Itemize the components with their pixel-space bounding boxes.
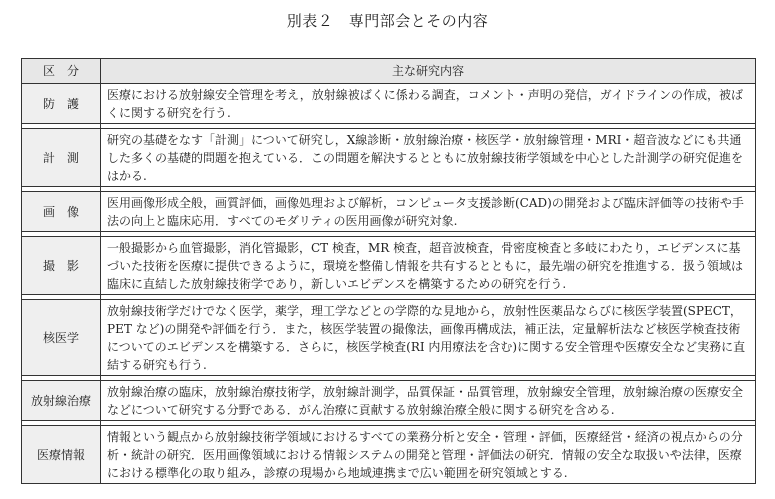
row-category: 画 像 [22, 192, 101, 232]
row-category: 核医学 [22, 300, 101, 376]
row-content: 放射線治療の臨床，放射線治療技術学，放射線計測学，品質保証・品質管理，放射線安全管理，放射線治療の医療安全などについて研究する分野である．がん治療に貢献する放射線治療全般に関する研究を含める. [101, 381, 756, 421]
row-category: 防 護 [22, 84, 101, 124]
row-category: 撮 影 [22, 237, 101, 295]
table-row [22, 381, 756, 421]
row-content: 研究の基礎をなす「計測」について研究し，X線診断・放射線治療・核医学・放射線管理・MRI・超音波などにも共通した多くの基礎的問題を抱えている．この問題を解決するとともに放射線技術学領域を中心とした計測学の研究促進をはかる. [101, 129, 756, 187]
table-header-row [22, 59, 756, 84]
header-category: 区 分 [22, 59, 101, 84]
table-row [22, 129, 756, 187]
table-row [22, 426, 756, 484]
table-row [22, 300, 756, 376]
table-row [22, 237, 756, 295]
row-content: 医用画像形成全般，画質評価，画像処理および解析，コンピュータ支援診断(CAD)の開発および臨床評価等の技術や手法の向上と臨床応用．すべてのモダリティの医用画像が研究対象. [101, 192, 756, 232]
committee-table [21, 58, 756, 484]
row-category: 放射線治療 [22, 381, 101, 421]
row-content: 放射線技術学だけでなく医学，薬学，理工学などとの学際的な見地から，放射性医薬品ならびに核医学装置(SPECT，PET など)の開発や評価を行う．また，核医学装置の撮像法，画像再構成法，補正法，定量解析法など核医学検査技術についてのエビデンスを構築する．さらに，核医学検査(RI 内用療法を含む)に関する安全管理や医療安全など実務に直結する研究も行う. [101, 300, 756, 376]
header-content: 主な研究内容 [101, 59, 756, 84]
row-category: 医療情報 [22, 426, 101, 484]
row-content: 情報という観点から放射線技術学領域におけるすべての業務分析と安全・管理・評価，医療経営・経済の視点からの分析・統計の研究．医用画像領域における情報システムの開発と管理・評価法の研究．情報の安全な取扱いや法律，医療における標準化の取り組み，診療の現場から地域連携まで広い範囲を研究領域とする. [101, 426, 756, 484]
row-category: 計 測 [22, 129, 101, 187]
row-content: 一般撮影から血管撮影，消化管撮影，CT 検査，MR 検査，超音波検査，骨密度検査と多岐にわたり，エビデンスに基づいた技術を医療に提供できるように，環境を整備し情報を共有するとともに，最先端の研究を推進する．扱う領域は臨床に直結した放射線技術学であり，新しいエビデンスを構築するための研究を行う. [101, 237, 756, 295]
table-row [22, 192, 756, 232]
table-title: 別表２ 専門部会とその内容 [286, 12, 489, 30]
table-row [22, 84, 756, 124]
row-content: 医療における放射線安全管理を考え，放射線被ばくに係わる調査，コメント・声明の発信，ガイドラインの作成，被ばくに関する研究を行う. [101, 84, 756, 124]
